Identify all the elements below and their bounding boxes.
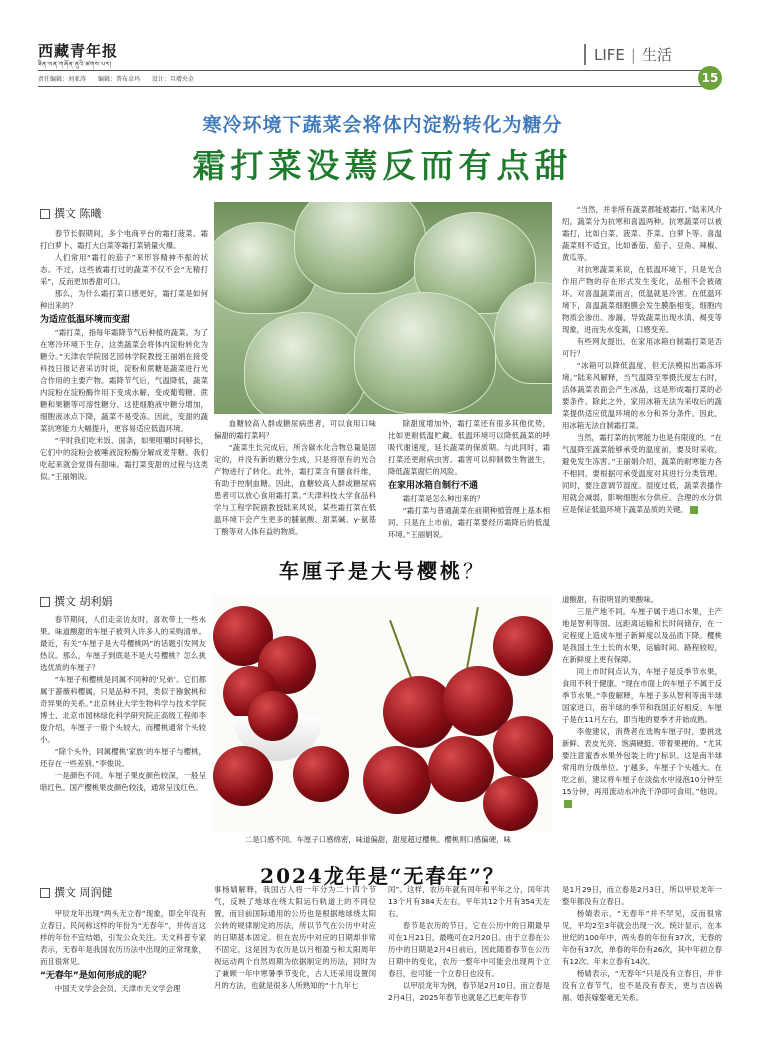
byline-author: 周润健: [79, 886, 113, 899]
paragraph-text: 李俊建议，消费者在选购车厘子时，要挑选新鲜、表皮光亮、饱满硬挺、带着果梗的。“尤其要注意蜜香水果外包装上的‘J’标识。这是南半球常用的分级单位。‘J’越多，车厘子个头越大。在吃之前，建议将车厘子在淡盐水中浸泡10分钟至15分钟，再用流动水冲洗干净即可食用。”他说。: [562, 727, 722, 796]
paragraph: 对抗寒蔬菜来说，在低温环境下，只是光合作用产物的存在形式发生变化，品相不会被破坏。对喜温蔬菜而言，低温就是冷害。在低温环境下，喜温蔬菜细胞膜会发生膜脂相变，细胞内物质会渗出、渗漏，导致蔬菜出现水渍、褐变等现象，进而失水变蔫，口感变差。: [562, 265, 722, 334]
article2-column-1: [40, 614, 206, 794]
article2-column-4: [562, 594, 722, 810]
end-mark-icon: [690, 506, 698, 514]
subheading: 为适应低温环境而变甜: [40, 315, 131, 325]
article2-headline-mark: ？: [463, 559, 486, 583]
paragraph: 事杨婧解释，我国古人将一年分为二十四个节气，反映了地球在绕太阳运行轨道上的不同位置，而目前国际通用的公历也是根据地球绕太阳公转的规律制定的历法，所以节气在公历中对应的日期基本固定。但在农历中对应的日期却非常不固定。这是因为农历是以月相盈亏和太阳周年视运动两个自然周期为依据制定的历法，同时为了兼顾一年中寒暑季节变化，古人还采用设置闰月的方法，也就是很多人所熟知的“十九年七: [214, 885, 376, 990]
cherry: [493, 616, 553, 676]
article2-headline-text: 车厘子是大号樱桃: [279, 559, 463, 583]
subheading: 在家用冰箱自制行不通: [388, 481, 479, 491]
section-label: [584, 44, 672, 65]
cabbage-leaf: [354, 292, 496, 414]
article2-caption: [230, 834, 552, 846]
article3-column-2: [214, 884, 376, 992]
byline-box-icon: [40, 888, 50, 898]
paragraph: 杨婧表示，“无春年”只是没有立春日，并非没有立春节气，也不是没有春天，更与吉凶祸福、婚丧嫁娶毫无关系。: [562, 969, 722, 1002]
paragraph: 人们常用“霜打的茄子”来形容精神不振的状态。不过，这些被霜打过的蔬菜不仅不会“无精打采”，反而更加香甜可口。: [40, 253, 208, 286]
paragraph: 血糖较高人群或糖尿病患者，可以食用口味偏甜的霜打菜吗？: [214, 419, 376, 440]
article1-column-1: [40, 228, 208, 483]
paragraph: 霜打菜是怎么种出来的？: [402, 494, 485, 503]
paragraph: “除个头外，同属樱桃‘家族’的车厘子与樱桃，还存在一些差别。”李俊说。: [40, 747, 206, 768]
header-rule: [38, 70, 705, 71]
byline-label: 撰文: [54, 886, 76, 899]
subheading: “无春年”是如何形成的呢？: [40, 971, 151, 981]
paragraph: 同上市时间点认为，车厘子是反季节水果，食用不利于健康。“现在市面上的车厘子不属于反季节水果。”李俊解释，车厘子多从智利等南半球国家进口，南半球的季节和我国正好相反。车厘子是在11月左右，即当地的夏季才开始成熟。: [562, 667, 722, 724]
frost-cabbage-photo: [214, 202, 552, 414]
article2-headline: [0, 555, 765, 584]
byline-box-icon: [40, 209, 50, 219]
cherry: [293, 746, 349, 802]
paragraph: 三是产地不同。车厘子属于进口水果，主产地是智利等国。远距离运输和长时间储存，在一定程度上造成车厘子新鲜度以及品质下降。樱桃是我国土生土长的水果，运输时间、路程较短，在新鲜度上更有保障。: [562, 607, 722, 664]
paragraph: 春节是农历的节日，它在公历中的日期最早可在1月21日，最晚可在2月20日。由于立春在公历中的日期是2月4日前后，因此随着春节在公历日期中的变化，农历一整年中可能会出现两个立春日，也可能一个立春日也没有。: [388, 921, 550, 978]
header-rule-lower: [38, 86, 705, 87]
newspaper-logo: 西藏青年报: [38, 42, 119, 60]
article3-column-4: [562, 884, 722, 1004]
paragraph: “车厘子和樱桃是同属不同种的‘兄弟’。它们都属于蔷薇科樱属，只是品种不同，类似于猕猴桃和奇异果的关系。”北京林业大学生物科学与技术学院博士、北京市园林绿化科学研究院正高级工程师李俊介绍，车厘子一般个头较大，而樱桃通常个头较小。: [40, 675, 206, 744]
paragraph: 中国天文学会会员、天津市天文学会理: [54, 984, 181, 993]
paragraph: “霜打菜与普通蔬菜在前期种植管理上基本相同。只是在上市前，霜打菜要经历霜降后的低温环境。”王丽娟说。: [388, 506, 550, 539]
paragraph: 除甜度增加外，霜打菜还有很多其他优势，比如更耐低温贮藏。低温环境可以降低蔬菜的呼吸代谢速度，延长蔬菜的保质期。与此同时，霜打菜还更耐病虫害。霜害可以抑制微生物滋生，降低蔬菜腐烂的风险。: [388, 419, 550, 476]
article1-headline: 霜打菜没蔫反而有点甜: [192, 146, 573, 185]
paragraph: 道酸甜，有很明显的果酸味。: [562, 595, 659, 604]
paragraph: “霜打菜，指每年霜降节气后种植的蔬菜。为了在寒冷环境下生存，这类蔬菜会将体内淀粉转化为糖分。”天津农学院园艺园林学院教授王丽娟在接受科技日报记者采访时说，淀粉和蔗糖是蔬菜进行光合作用的主要产物。霜降节气后，气温降低，蔬菜内淀粉在淀粉酶作用下变成水解，变成葡萄糖、蔗糖和果糖等可溶性糖分。这使细胞液中糖分增加，细胞液冰点下降，蔬菜不易受冻。因此，变甜的蔬菜抗寒能力大幅提升，更容易适应低温环境。: [40, 328, 208, 433]
credit-editor-in-charge: 责任编辑：刘亚涛: [38, 76, 87, 83]
byline-box-icon: [40, 597, 50, 607]
byline-author: 陈曦: [79, 207, 102, 220]
section-label-cn: 生活: [641, 46, 672, 64]
cabbage-leaf: [244, 312, 366, 414]
paragraph: 那么，为什么霜打菜口感更好，霜打菜是如何种出来的？: [40, 289, 208, 310]
cherry: [363, 746, 431, 814]
paragraph: 以甲辰龙年为例，春节是2月10日，而立春是2月4日，2025年春节也就是乙巳蛇年春节: [388, 981, 550, 1002]
paragraph: 杨婧表示，“无春年”并不罕见，反而很常见，平均2至3年就会出现一次。统计显示，在本世纪的100年中，两头春的年份有37次，无春的年份有37次，单春的年份有26次，其中年初立春有12次、年末立春有14次。: [562, 909, 722, 966]
article1-column-2: [214, 418, 376, 538]
section-divider: |: [630, 46, 636, 64]
paragraph: 闰”。这样，农历年就有闰年和平年之分，闰年共13个月有384天左右，平年共12个月有354天左右。: [388, 885, 550, 918]
paragraph: “当然，并非所有蔬菜都能被霜打。”陆来风介绍，蔬菜分为抗寒和喜温两种。抗寒蔬菜可以被霜打，比如白菜、菠菜、芥菜、白萝卜等。喜温蔬菜则不适宜，比如番茄、茄子、豆角、辣椒、黄瓜等。: [562, 205, 722, 262]
paragraph: 春节期间，人们走亲访友时，喜欢带上一些水果。味道酸甜的车厘子被列入许多人的采购清单。最近，有关“车厘子是大号樱桃吗”的话题引发网友热议。那么，车厘子到底是不是大号樱桃？怎么挑选优质的车厘子？: [40, 615, 206, 672]
article1-column-4: [562, 204, 722, 516]
newspaper-tibetan-name: ཟིན་ལན་གཞོན་ནུའི་ཚགས་པར།: [38, 61, 112, 68]
article3-headline: 2024龙年是“无春年”？: [260, 864, 505, 888]
paragraph-text: 当然，霜打菜的抗寒能力也是有限度的。“在气温降至蔬菜能够承受的温度前，要及时采收，避免发生冻害。”王丽娟介绍，蔬菜的耐寒能力各不相同，要根据可承受温度对其进行分类管理。同时，要注意调节湿度。湿度过低，蔬菜表播作用就会减弱，影响细胞水分供应。合理的水分供应是保证低温环境下蔬菜品质的关键。: [562, 433, 722, 514]
article1-byline: [40, 205, 102, 221]
article3-column-3: [388, 884, 550, 1004]
paragraph: 一是颜色不同。车厘子果皮颜色较深，一般呈暗红色。国产樱桃果皮颜色较浅，通常呈浅红色。: [40, 771, 206, 792]
paragraph: “冰箱可以降低温度，但无法模拟出霜冻环境。”陆来风解释，当气温降至零摄氏度左右时，活体蔬菜表面会产生冰晶，这是形成霜打菜的必要条件。除此之外，家用冰箱无法为采收后的蔬菜提供适应低温环境的水分和养分条件。因此，用冰箱无法自制霜打菜。: [562, 361, 722, 430]
paragraph: 甲辰龙年出现“两头无立春”现象，即全年没有立春日。民间称这样的年份为“无春年”，并传言这样的年份不宜结婚，引发公众关注。天文科普专家表示，无春年是我国农历历法中出现的正常现象，而且很常见。: [40, 909, 206, 966]
page-number-badge: 15: [698, 66, 722, 90]
cherry: [483, 776, 538, 831]
paragraph: 春节长假期间，多个电商平台的霜打菠菜、霜打白萝卜、霜打大白菜等霜打菜销量火爆。: [40, 229, 208, 250]
cherry: [493, 716, 553, 778]
article3-column-1: [40, 908, 206, 995]
cabbage-leaf: [294, 202, 426, 294]
paragraph: [562, 726, 722, 810]
section-label-en: LIFE: [594, 46, 625, 64]
editor-credits: [38, 74, 204, 83]
article1-column-3: [388, 418, 550, 541]
paragraph: 有些网友提出，在家用冰箱自制霜打菜是否可行？: [562, 337, 722, 358]
article1-kicker: 寒冷环境下蔬菜会将体内淀粉转化为糖分: [202, 114, 563, 136]
article2-byline: [40, 593, 113, 609]
paragraph: 二是口感不同。车厘子口感绵密，味道偏甜，甜度超过樱桃。樱桃则口感偏硬，味: [244, 835, 511, 844]
credit-designer: 设计：旦增央金: [151, 76, 194, 83]
paragraph: 是1月29日，而立春是2月3日，所以甲辰龙年一整年都没有立春日。: [562, 885, 722, 906]
paragraph: “平时我们吃米饭、面条，如果咀嚼时间够长，它们中的淀粉会被唾液淀粉酶分解成麦芽糖。我们吃起来就会觉得有甜味。霜打菜变甜的过程与这类似。”王丽娟说。: [40, 436, 208, 481]
end-mark-icon: [564, 800, 572, 808]
cherry: [248, 691, 298, 741]
cherries-photo: [213, 596, 553, 831]
byline-label: 撰文: [54, 595, 76, 608]
article3-byline: [40, 884, 113, 900]
paragraph: “蔬菜生长完成后，所含碳水化合物总量是固定的，并没有新的糖分生成，只是将原有的光合产物进行了转化。此外，霜打菜含有膳食纤维，有助于控制血糖。因此，血糖较高人群或糖尿病患者可以放心食用霜打菜。”天津科技大学食品科学与工程学院副教授陆来风说，某些霜打菜在低温环境下会产生更多的脯氨酸、甜菜碱、γ-氨基丁酸等对人体有益的物质。: [214, 443, 376, 536]
cherry: [213, 746, 273, 806]
byline-author: 胡利娟: [79, 595, 113, 608]
byline-label: 撰文: [54, 207, 76, 220]
credit-editor: 编辑：普布卓玛: [97, 76, 140, 83]
paragraph: [562, 432, 722, 516]
